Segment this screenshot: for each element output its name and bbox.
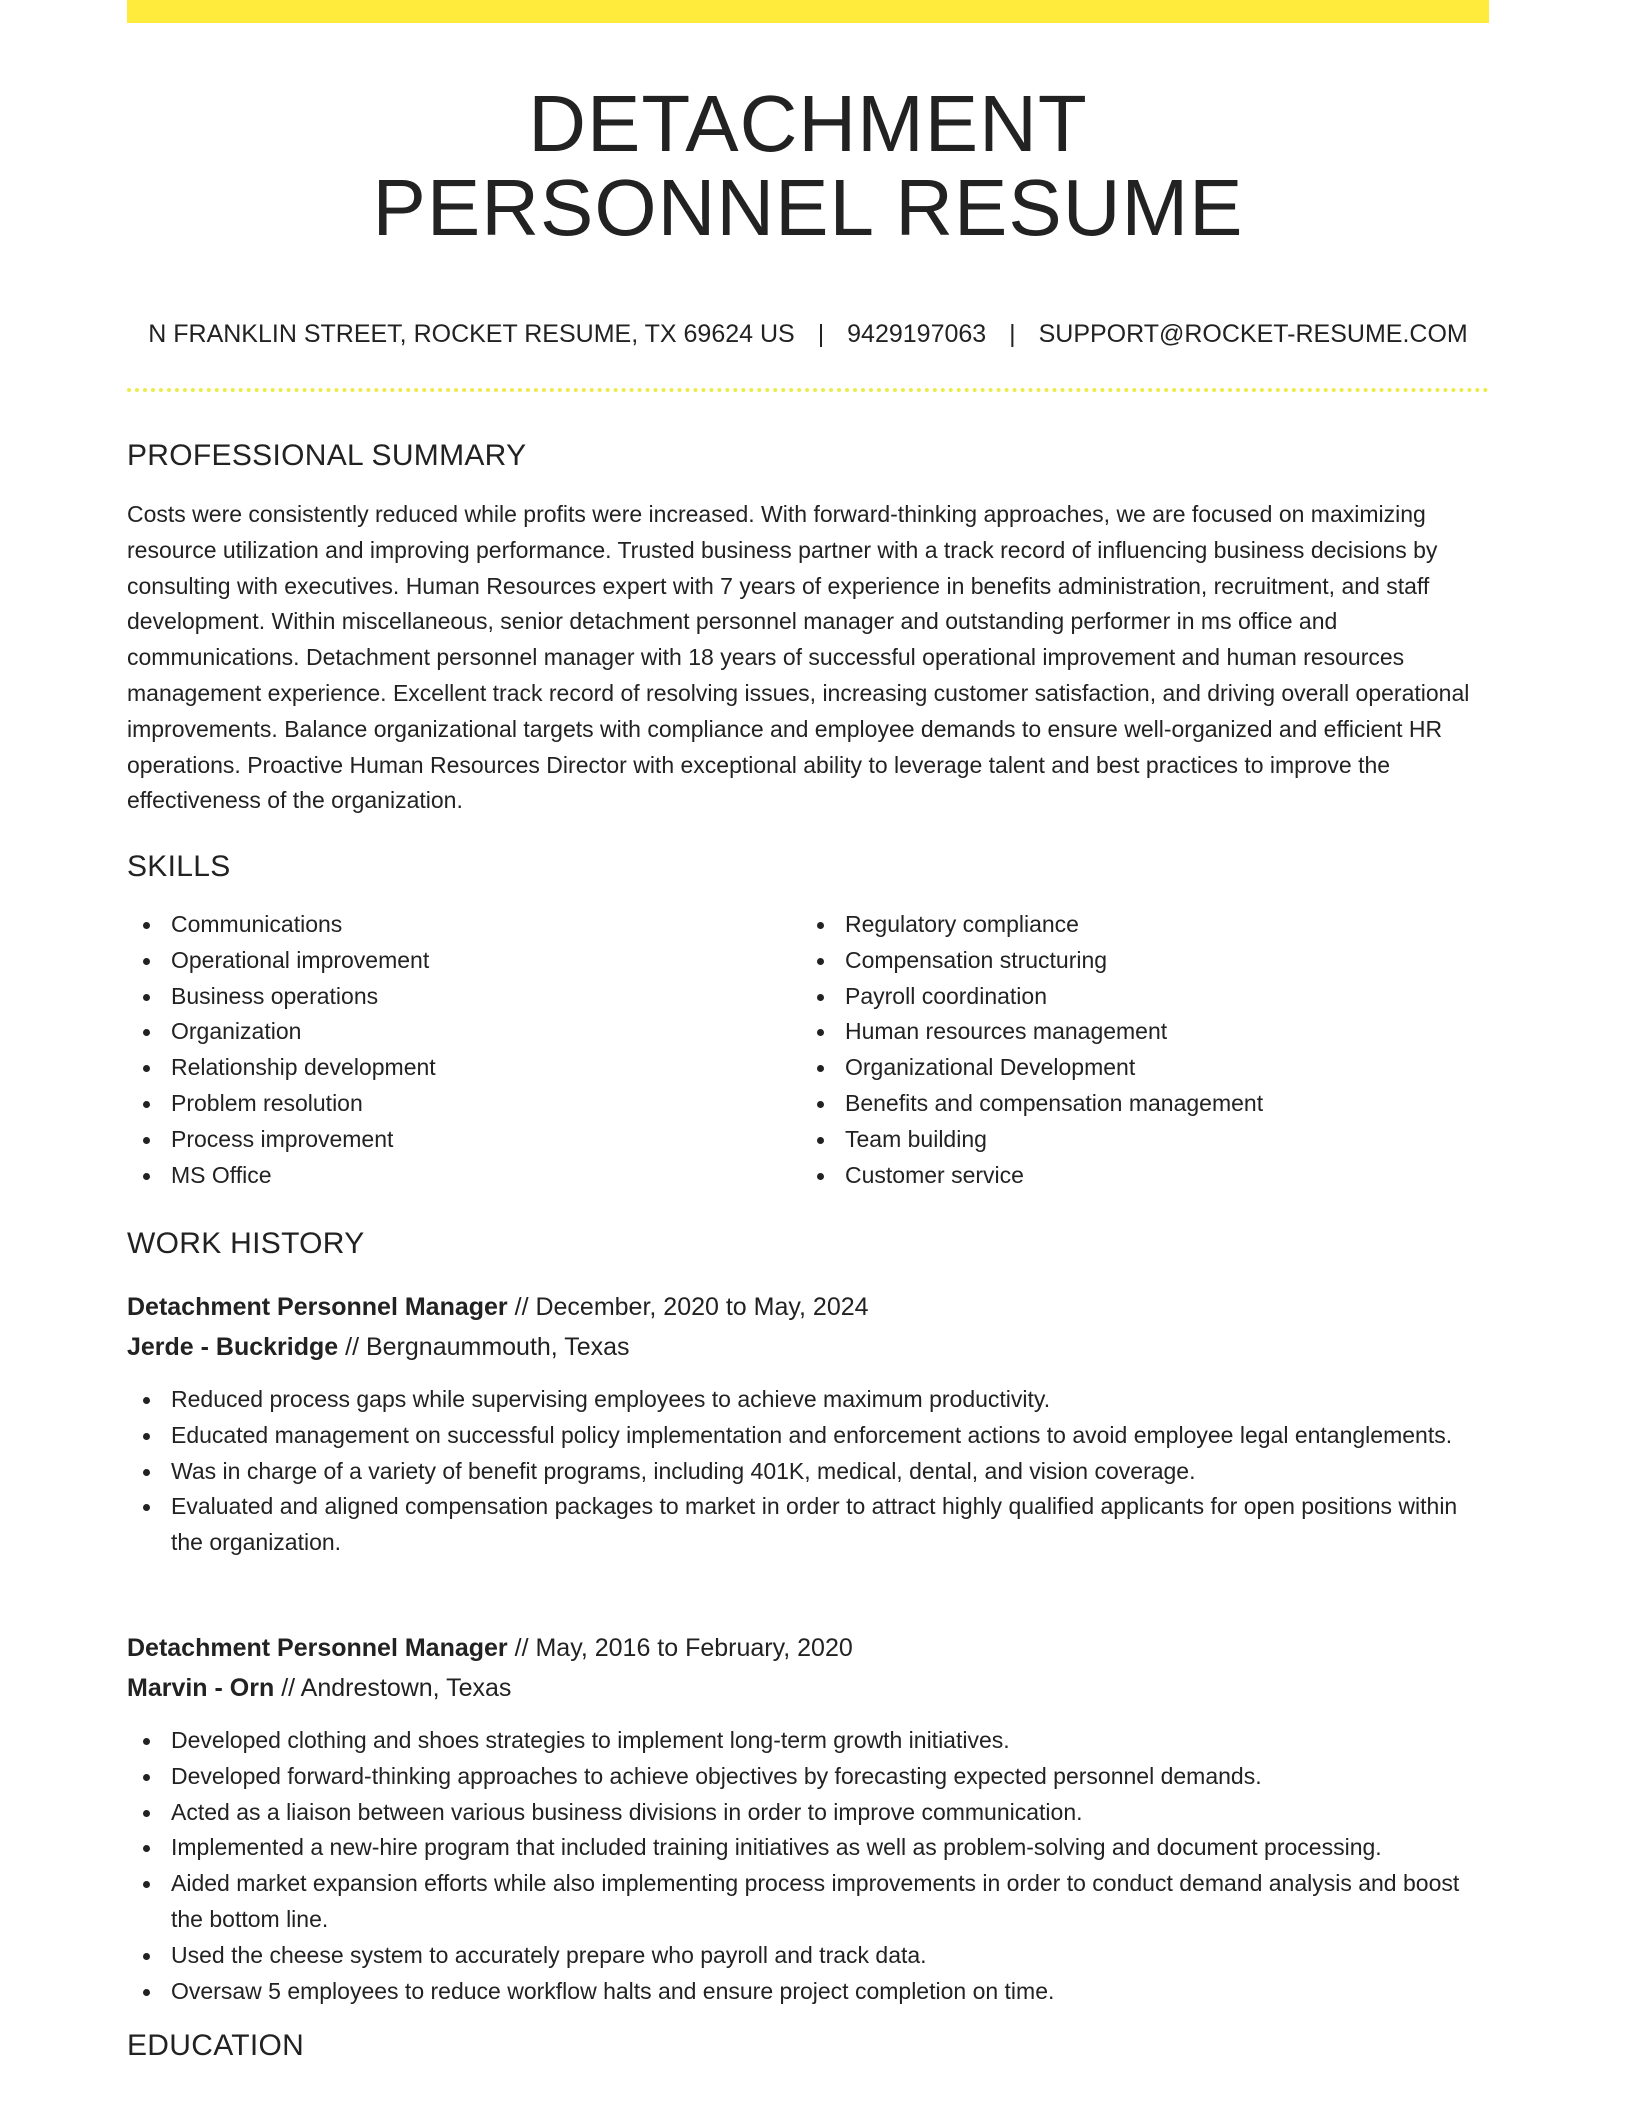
contact-email: SUPPORT@ROCKET-RESUME.COM bbox=[1038, 320, 1468, 348]
skill-item: Compensation structuring bbox=[801, 943, 1461, 979]
skills-list-right bbox=[801, 907, 1461, 1193]
skills-list-left bbox=[127, 907, 787, 1193]
skill-item: Problem resolution bbox=[127, 1086, 787, 1122]
job-location: // Andrestown, Texas bbox=[281, 1674, 512, 1702]
skills-heading: SKILLS bbox=[127, 850, 231, 883]
skill-item: MS Office bbox=[127, 1158, 787, 1194]
job-bullet: Aided market expansion efforts while also implementing process improvements in order to conduct demand analysis and boost the bottom line. bbox=[127, 1866, 1489, 1938]
job-bullet: Educated management on successful policy implementation and enforcement actions to avoid employee legal entanglements. bbox=[127, 1418, 1489, 1454]
job-title: Detachment Personnel Manager bbox=[127, 1634, 508, 1662]
contact-phone: 9429197063 bbox=[847, 320, 987, 348]
education-heading: EDUCATION bbox=[127, 2029, 305, 2062]
job-bullet: Implemented a new-hire program that included training initiatives as well as problem-solving and document processing. bbox=[127, 1830, 1489, 1866]
job-2-bullets bbox=[127, 1723, 1489, 2009]
skill-item: Organization bbox=[127, 1014, 787, 1050]
job-1-title-line bbox=[127, 1287, 1489, 1327]
skill-item: Team building bbox=[801, 1122, 1461, 1158]
job-bullet: Used the cheese system to accurately prepare who payroll and track data. bbox=[127, 1938, 1489, 1974]
job-bullet: Developed clothing and shoes strategies to implement long-term growth initiatives. bbox=[127, 1723, 1489, 1759]
job-bullet: Acted as a liaison between various business divisions in order to improve communication. bbox=[127, 1795, 1489, 1831]
contact-separator: | bbox=[1009, 320, 1016, 348]
summary-heading: PROFESSIONAL SUMMARY bbox=[127, 439, 527, 472]
skill-item: Operational improvement bbox=[127, 943, 787, 979]
job-1-bullets bbox=[127, 1382, 1489, 1561]
title-line-2: PERSONNEL RESUME bbox=[372, 163, 1244, 252]
skill-item: Relationship development bbox=[127, 1050, 787, 1086]
skill-item: Customer service bbox=[801, 1158, 1461, 1194]
skill-item: Payroll coordination bbox=[801, 979, 1461, 1015]
resume-title bbox=[127, 79, 1489, 252]
job-title: Detachment Personnel Manager bbox=[127, 1293, 508, 1321]
skill-item: Benefits and compensation management bbox=[801, 1086, 1461, 1122]
title-line-1: DETACHMENT bbox=[528, 79, 1088, 168]
summary-text: Costs were consistently reduced while profits were increased. With forward-thinking approaches, we are focused on maximizing resource utilization and improving performance. Trusted business partner with a track record of influencing business decisions by consulting with executives. Human Resources expert with 7 years of experience in benefits administration, recruitment, and staff development. Within miscellaneous, senior detachment personnel manager and outstanding performer in ms office and communications. Detachment personnel manager with 18 years of successful operational improvement and human resources management experience. Excellent track record of resolving issues, increasing customer satisfaction, and driving overall operational improvements. Balance organizational targets with compliance and employee demands to ensure well-organized and efficient HR operations. Proactive Human Resources Director with exceptional ability to leverage talent and best practices to improve the effectiveness of the organization. bbox=[127, 501, 1470, 814]
job-company: Jerde - Buckridge bbox=[127, 1333, 339, 1361]
contact-address: N FRANKLIN STREET, ROCKET RESUME, TX 69624 US bbox=[148, 320, 795, 348]
job-bullet: Evaluated and aligned compensation packages to market in order to attract highly qualified applicants for open positions within the organization. bbox=[127, 1489, 1489, 1561]
accent-bar bbox=[127, 0, 1489, 23]
job-location: // Bergnaummouth, Texas bbox=[345, 1333, 630, 1361]
skill-item: Regulatory compliance bbox=[801, 907, 1461, 943]
skill-item: Human resources management bbox=[801, 1014, 1461, 1050]
skill-item: Communications bbox=[127, 907, 787, 943]
job-2-company-line bbox=[127, 1668, 1489, 1708]
job-dates: // May, 2016 to February, 2020 bbox=[514, 1634, 853, 1662]
contact-line bbox=[127, 318, 1489, 350]
skill-item: Organizational Development bbox=[801, 1050, 1461, 1086]
job-2-title-line bbox=[127, 1628, 1489, 1668]
job-bullet: Was in charge of a variety of benefit programs, including 401K, medical, dental, and vision coverage. bbox=[127, 1454, 1489, 1490]
job-bullet: Oversaw 5 employees to reduce workflow halts and ensure project completion on time. bbox=[127, 1974, 1489, 2010]
skill-item: Process improvement bbox=[127, 1122, 787, 1158]
job-company: Marvin - Orn bbox=[127, 1674, 275, 1702]
job-bullet: Developed forward-thinking approaches to achieve objectives by forecasting expected personnel demands. bbox=[127, 1759, 1489, 1795]
header-divider bbox=[127, 388, 1489, 392]
work-history-heading: WORK HISTORY bbox=[127, 1227, 365, 1260]
job-1-company-line bbox=[127, 1327, 1489, 1367]
job-bullet: Reduced process gaps while supervising employees to achieve maximum productivity. bbox=[127, 1382, 1489, 1418]
job-dates: // December, 2020 to May, 2024 bbox=[514, 1293, 869, 1321]
skill-item: Business operations bbox=[127, 979, 787, 1015]
contact-separator: | bbox=[817, 320, 825, 348]
